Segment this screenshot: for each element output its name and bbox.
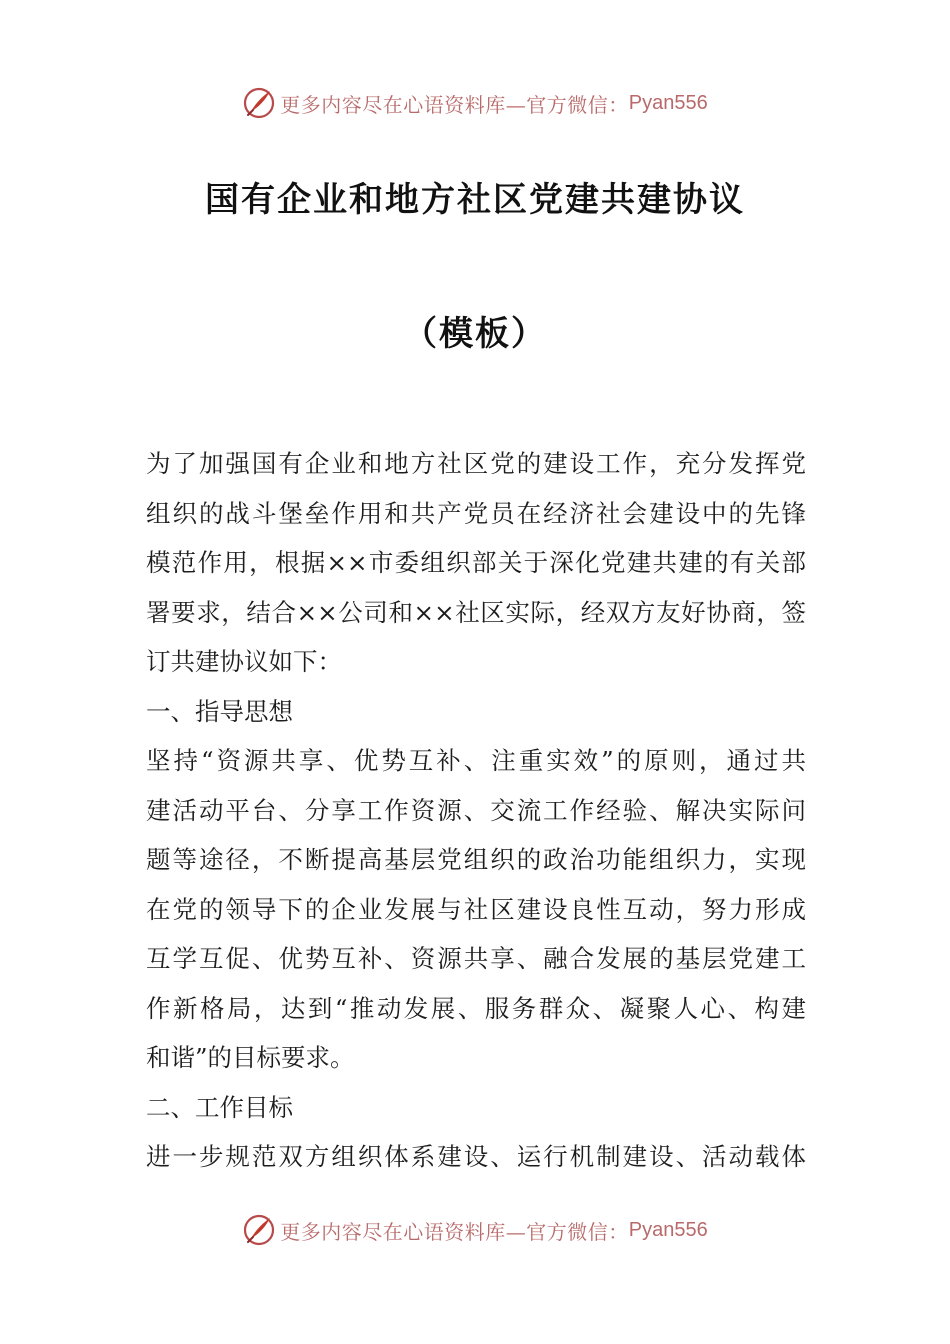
watermark-banner-bottom	[0, 1210, 950, 1250]
body-line: 建活动平台、分享工作资源、交流工作经验、解决实际问	[146, 795, 806, 825]
body-line: 署要求，结合××公司和××社区实际，经双方友好协商，签	[146, 597, 806, 627]
quill-pen-icon	[242, 86, 276, 120]
quill-pen-icon	[242, 1213, 276, 1247]
body-line: 在党的领导下的企业发展与社区建设良性互动，努力形成	[146, 894, 806, 924]
body-line: 模范作用，根据××市委组织部关于深化党建共建的有关部	[146, 548, 806, 577]
body-line: 进一步规范双方组织体系建设、运行机制建设、活动载体	[146, 1142, 806, 1171]
watermark-banner-top	[0, 83, 950, 123]
document-body	[146, 439, 806, 1182]
document-title: 国有企业和地方社区党建共建协议	[205, 180, 745, 220]
body-line: 题等途径，不断提高基层党组织的政治功能组织力，实现	[146, 845, 806, 874]
body-line: 和谐”的目标要求。	[146, 1043, 355, 1072]
body-line: 组织的战斗堡垒作用和共产党员在经济社会建设中的先锋	[146, 498, 806, 528]
watermark-text: 更多内容尽在心语资料库—官方微信：	[280, 1219, 629, 1244]
document-subtitle: （模板）	[403, 314, 547, 354]
section-heading: 一、指导思想	[146, 696, 293, 726]
body-line: 坚持“资源共享、优势互补、注重实效”的原则，通过共	[146, 746, 806, 775]
watermark-text: 更多内容尽在心语资料库—官方微信：	[280, 92, 629, 117]
body-line: 互学互促、优势互补、资源共享、融合发展的基层党建工	[146, 944, 806, 973]
wechat-id: Pyan556	[628, 91, 708, 114]
section-heading: 二、工作目标	[146, 1092, 293, 1122]
body-line: 作新格局，达到“推动发展、服务群众、凝聚人心、构建	[146, 993, 806, 1023]
body-line: 订共建协议如下：	[146, 647, 342, 676]
wechat-id: Pyan556	[628, 1218, 708, 1241]
body-line: 为了加强国有企业和地方社区党的建设工作，充分发挥党	[146, 449, 806, 478]
